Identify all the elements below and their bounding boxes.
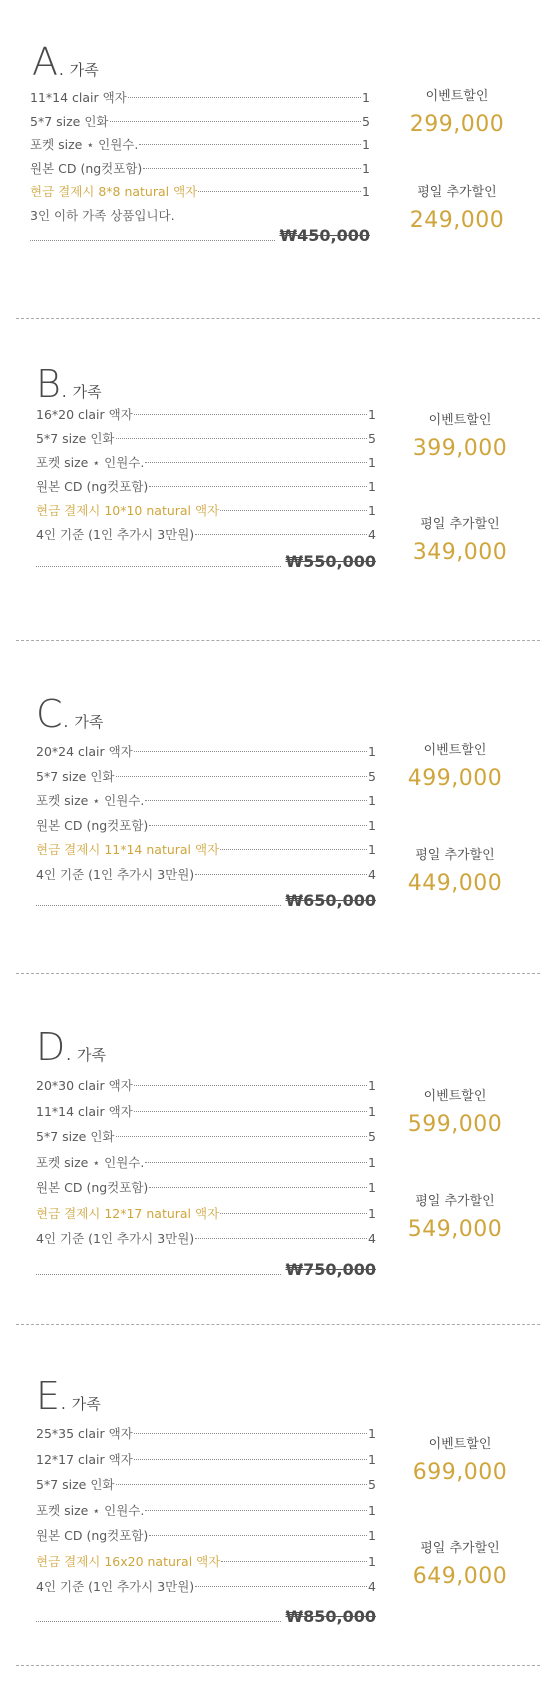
original-price: ₩550,000 <box>285 551 376 571</box>
dot-leader <box>134 1459 367 1460</box>
dot-leader <box>139 144 361 145</box>
event-price: 699,000 <box>412 1460 508 1485</box>
item-quantity: 1 <box>368 744 376 759</box>
item-name: 20*30 clair 액자 <box>36 1078 133 1093</box>
item-quantity: 1 <box>362 184 370 199</box>
event-discount <box>395 410 525 466</box>
package-category: 가족 <box>77 1046 107 1064</box>
dot-leader <box>220 849 367 850</box>
weekday-discount <box>392 182 522 238</box>
list-item <box>36 1201 376 1227</box>
list-item <box>36 1099 376 1125</box>
event-price: 599,000 <box>407 1112 503 1137</box>
weekday-discount-label: 평일 추가할인 <box>415 848 495 863</box>
dot-leader <box>220 1213 367 1214</box>
list-item <box>36 1472 376 1498</box>
item-name: 현금 결제시 16x20 natural 액자 <box>36 1553 221 1569</box>
item-name: 20*24 clair 액자 <box>36 744 133 759</box>
dot-leader <box>134 414 367 415</box>
dot-leader <box>149 1535 367 1536</box>
item-name: 포켓 size ⋆ 인원수. <box>36 1502 145 1518</box>
list-item <box>36 499 376 523</box>
item-name: 11*14 clair 액자 <box>30 90 127 105</box>
dot-leader <box>149 1187 367 1188</box>
item-quantity: 5 <box>368 1477 376 1492</box>
item-name: 현금 결제시 8*8 natural 액자 <box>30 184 198 199</box>
item-quantity: 1 <box>362 160 370 176</box>
package-title <box>36 692 103 736</box>
item-quantity: 1 <box>368 1553 376 1569</box>
package-letter: B <box>36 362 60 406</box>
item-list <box>30 86 370 227</box>
dot-leader <box>221 1561 367 1562</box>
item-quantity: 1 <box>368 1180 376 1195</box>
weekday-discount-label: 평일 추가할인 <box>420 1541 500 1556</box>
list-item <box>36 1226 376 1252</box>
item-quantity: 1 <box>362 90 370 105</box>
list-item <box>36 403 376 427</box>
item-name: 포켓 size ⋆ 인원수. <box>36 455 145 470</box>
item-name: 4인 기준 (1인 추가시 3만원) <box>36 1231 195 1246</box>
item-name: 25*35 clair 액자 <box>36 1426 133 1441</box>
item-name: 원본 CD (ng컷포함) <box>36 1528 149 1543</box>
item-name: 원본 CD (ng컷포함) <box>30 160 143 176</box>
weekday-discount <box>395 1538 525 1594</box>
weekday-discount-label: 평일 추가할인 <box>417 185 497 200</box>
weekday-discount <box>395 514 525 570</box>
item-list <box>36 740 376 887</box>
dot-leader <box>116 776 368 777</box>
item-quantity: 5 <box>368 431 376 446</box>
title-dot: . <box>66 1046 72 1064</box>
dot-leader <box>145 1510 367 1511</box>
item-quantity: 1 <box>368 817 376 833</box>
event-discount-label: 이벤트할인 <box>425 89 489 104</box>
package-category: 가족 <box>72 383 102 401</box>
item-name: 5*7 size 인화 <box>36 1129 115 1144</box>
dot-leader <box>134 1433 367 1434</box>
item-quantity: 1 <box>368 1103 376 1119</box>
dot-leader <box>195 1238 367 1239</box>
list-item <box>36 1447 376 1473</box>
dot-leader <box>145 800 367 801</box>
package-letter: A <box>32 40 57 84</box>
dot-leader <box>195 534 367 535</box>
item-name: 5*7 size 인화 <box>30 113 109 129</box>
event-discount <box>390 1086 520 1142</box>
original-price-row <box>36 548 376 574</box>
event-price: 499,000 <box>407 766 503 791</box>
item-name: 원본 CD (ng컷포함) <box>36 817 149 833</box>
item-quantity: 1 <box>368 1502 376 1518</box>
dot-leader <box>195 874 367 875</box>
item-name: 현금 결제시 12*17 natural 액자 <box>36 1205 220 1221</box>
item-quantity: 1 <box>368 503 376 518</box>
list-item <box>30 180 370 204</box>
item-list <box>36 1421 376 1600</box>
dot-leader <box>145 1162 367 1163</box>
list-item <box>36 1175 376 1201</box>
dot-leader <box>116 1484 368 1485</box>
title-dot: . <box>61 383 67 401</box>
dot-leader <box>149 825 367 826</box>
weekday-discount <box>390 845 520 901</box>
package-category: 가족 <box>71 1395 101 1413</box>
item-quantity: 1 <box>368 1205 376 1221</box>
package-c <box>0 640 555 973</box>
item-name: 5*7 size 인화 <box>36 768 115 784</box>
list-item <box>36 814 376 839</box>
dot-leader <box>116 1136 368 1137</box>
item-quantity: 1 <box>368 842 376 857</box>
list-item <box>36 1150 376 1176</box>
list-item <box>36 523 376 547</box>
package-letter: C <box>36 692 62 736</box>
list-item <box>36 1124 376 1150</box>
list-item <box>36 1523 376 1549</box>
dot-leader <box>198 191 361 192</box>
item-name: 12*17 clair 액자 <box>36 1451 133 1467</box>
item-name: 현금 결제시 10*10 natural 액자 <box>36 503 220 518</box>
item-quantity: 1 <box>368 407 376 422</box>
package-category: 가족 <box>74 713 104 731</box>
list-item <box>36 427 376 451</box>
list-item <box>36 765 376 790</box>
item-name: 11*14 clair 액자 <box>36 1103 133 1119</box>
list-item <box>36 1421 376 1447</box>
dot-leader <box>110 121 362 122</box>
dot-leader <box>134 1111 367 1112</box>
item-name: 원본 CD (ng컷포함) <box>36 1180 149 1195</box>
item-name: 포켓 size ⋆ 인원수. <box>36 1154 145 1170</box>
package-b <box>0 318 555 640</box>
event-discount-label: 이벤트할인 <box>423 743 487 758</box>
event-discount <box>392 86 522 142</box>
list-item <box>36 451 376 475</box>
item-quantity: 5 <box>368 768 376 784</box>
package-e <box>0 1324 555 1665</box>
item-name: 4인 기준 (1인 추가시 3만원) <box>36 866 195 882</box>
original-price: ₩650,000 <box>285 890 376 910</box>
title-dot: . <box>61 1395 66 1413</box>
weekday-price: 349,000 <box>412 540 508 565</box>
dot-leader <box>30 240 275 241</box>
dot-leader <box>128 97 361 98</box>
dot-leader <box>36 1274 281 1275</box>
package-letter: E <box>36 1374 60 1418</box>
weekday-discount <box>390 1191 520 1247</box>
event-discount-label: 이벤트할인 <box>428 413 492 428</box>
item-quantity: 1 <box>368 1528 376 1543</box>
item-quantity: 1 <box>368 455 376 470</box>
item-quantity: 5 <box>362 113 370 129</box>
item-quantity: 4 <box>368 866 376 882</box>
event-discount-label: 이벤트할인 <box>423 1089 487 1104</box>
package-title <box>36 362 102 406</box>
item-list <box>36 1073 376 1252</box>
dot-leader <box>143 168 361 169</box>
item-quantity: 1 <box>368 1154 376 1170</box>
title-dot: . <box>59 61 64 79</box>
item-quantity: 1 <box>368 1451 376 1467</box>
list-item <box>36 1574 376 1600</box>
item-quantity: 4 <box>368 1231 376 1246</box>
original-price-row <box>36 1603 376 1629</box>
list-item <box>30 157 370 181</box>
item-name: 16*20 clair 액자 <box>36 407 133 422</box>
package-title <box>36 1374 101 1418</box>
item-name: 5*7 size 인화 <box>36 1477 115 1492</box>
item-name: 포켓 size ⋆ 인원수. <box>30 137 139 152</box>
dot-leader <box>36 566 281 567</box>
weekday-price: 449,000 <box>407 871 503 896</box>
dot-leader <box>220 510 367 511</box>
original-price-row <box>30 222 370 248</box>
event-price: 399,000 <box>412 436 508 461</box>
dot-leader <box>36 1621 281 1622</box>
event-price: 299,000 <box>409 112 505 137</box>
item-quantity: 1 <box>362 137 370 152</box>
item-quantity: 1 <box>368 479 376 494</box>
dot-leader <box>145 462 367 463</box>
dot-leader <box>116 438 368 439</box>
event-discount <box>395 1434 525 1490</box>
list-item <box>30 86 370 110</box>
package-title <box>36 1025 106 1069</box>
package-letter: D <box>36 1025 65 1069</box>
original-price: ₩850,000 <box>285 1606 376 1626</box>
package-title <box>32 40 99 84</box>
dot-leader <box>149 486 367 487</box>
list-item <box>36 1073 376 1099</box>
event-discount <box>390 740 520 796</box>
item-quantity: 4 <box>368 527 376 542</box>
original-price-row <box>36 887 376 913</box>
list-item <box>30 133 370 157</box>
item-name: 포켓 size ⋆ 인원수. <box>36 793 145 808</box>
section-divider <box>16 1665 540 1666</box>
weekday-price: 549,000 <box>407 1217 503 1242</box>
item-quantity: 1 <box>368 1426 376 1441</box>
original-price-row <box>36 1256 376 1282</box>
original-price: ₩450,000 <box>279 225 370 245</box>
package-category: 가족 <box>69 61 99 79</box>
item-quantity: 1 <box>368 1078 376 1093</box>
list-item <box>36 1498 376 1524</box>
list-item <box>36 789 376 814</box>
item-name: 원본 CD (ng컷포함) <box>36 479 149 494</box>
item-quantity: 4 <box>368 1579 376 1594</box>
original-price: ₩750,000 <box>285 1259 376 1279</box>
item-name: 4인 기준 (1인 추가시 3만원) <box>36 1579 195 1594</box>
item-list <box>36 403 376 547</box>
dot-leader <box>36 905 281 906</box>
list-item <box>36 1549 376 1575</box>
package-a <box>0 0 555 318</box>
title-dot: . <box>63 713 69 731</box>
item-name: 5*7 size 인화 <box>36 431 115 446</box>
list-item <box>36 475 376 499</box>
weekday-discount-label: 평일 추가할인 <box>415 1194 495 1209</box>
dot-leader <box>134 1085 367 1086</box>
weekday-price: 649,000 <box>412 1564 508 1589</box>
package-d <box>0 973 555 1324</box>
item-name: 3인 이하 가족 상품입니다. <box>30 207 175 223</box>
weekday-price: 249,000 <box>409 208 505 233</box>
item-quantity: 5 <box>368 1129 376 1144</box>
list-item <box>36 740 376 765</box>
weekday-discount-label: 평일 추가할인 <box>420 517 500 532</box>
item-quantity: 1 <box>368 793 376 808</box>
event-discount-label: 이벤트할인 <box>428 1437 492 1452</box>
item-name: 4인 기준 (1인 추가시 3만원) <box>36 527 195 542</box>
item-name: 현금 결제시 11*14 natural 액자 <box>36 842 220 857</box>
dot-leader <box>134 751 367 752</box>
list-item <box>36 863 376 888</box>
dot-leader <box>195 1586 367 1587</box>
list-item <box>30 110 370 134</box>
list-item <box>36 838 376 863</box>
